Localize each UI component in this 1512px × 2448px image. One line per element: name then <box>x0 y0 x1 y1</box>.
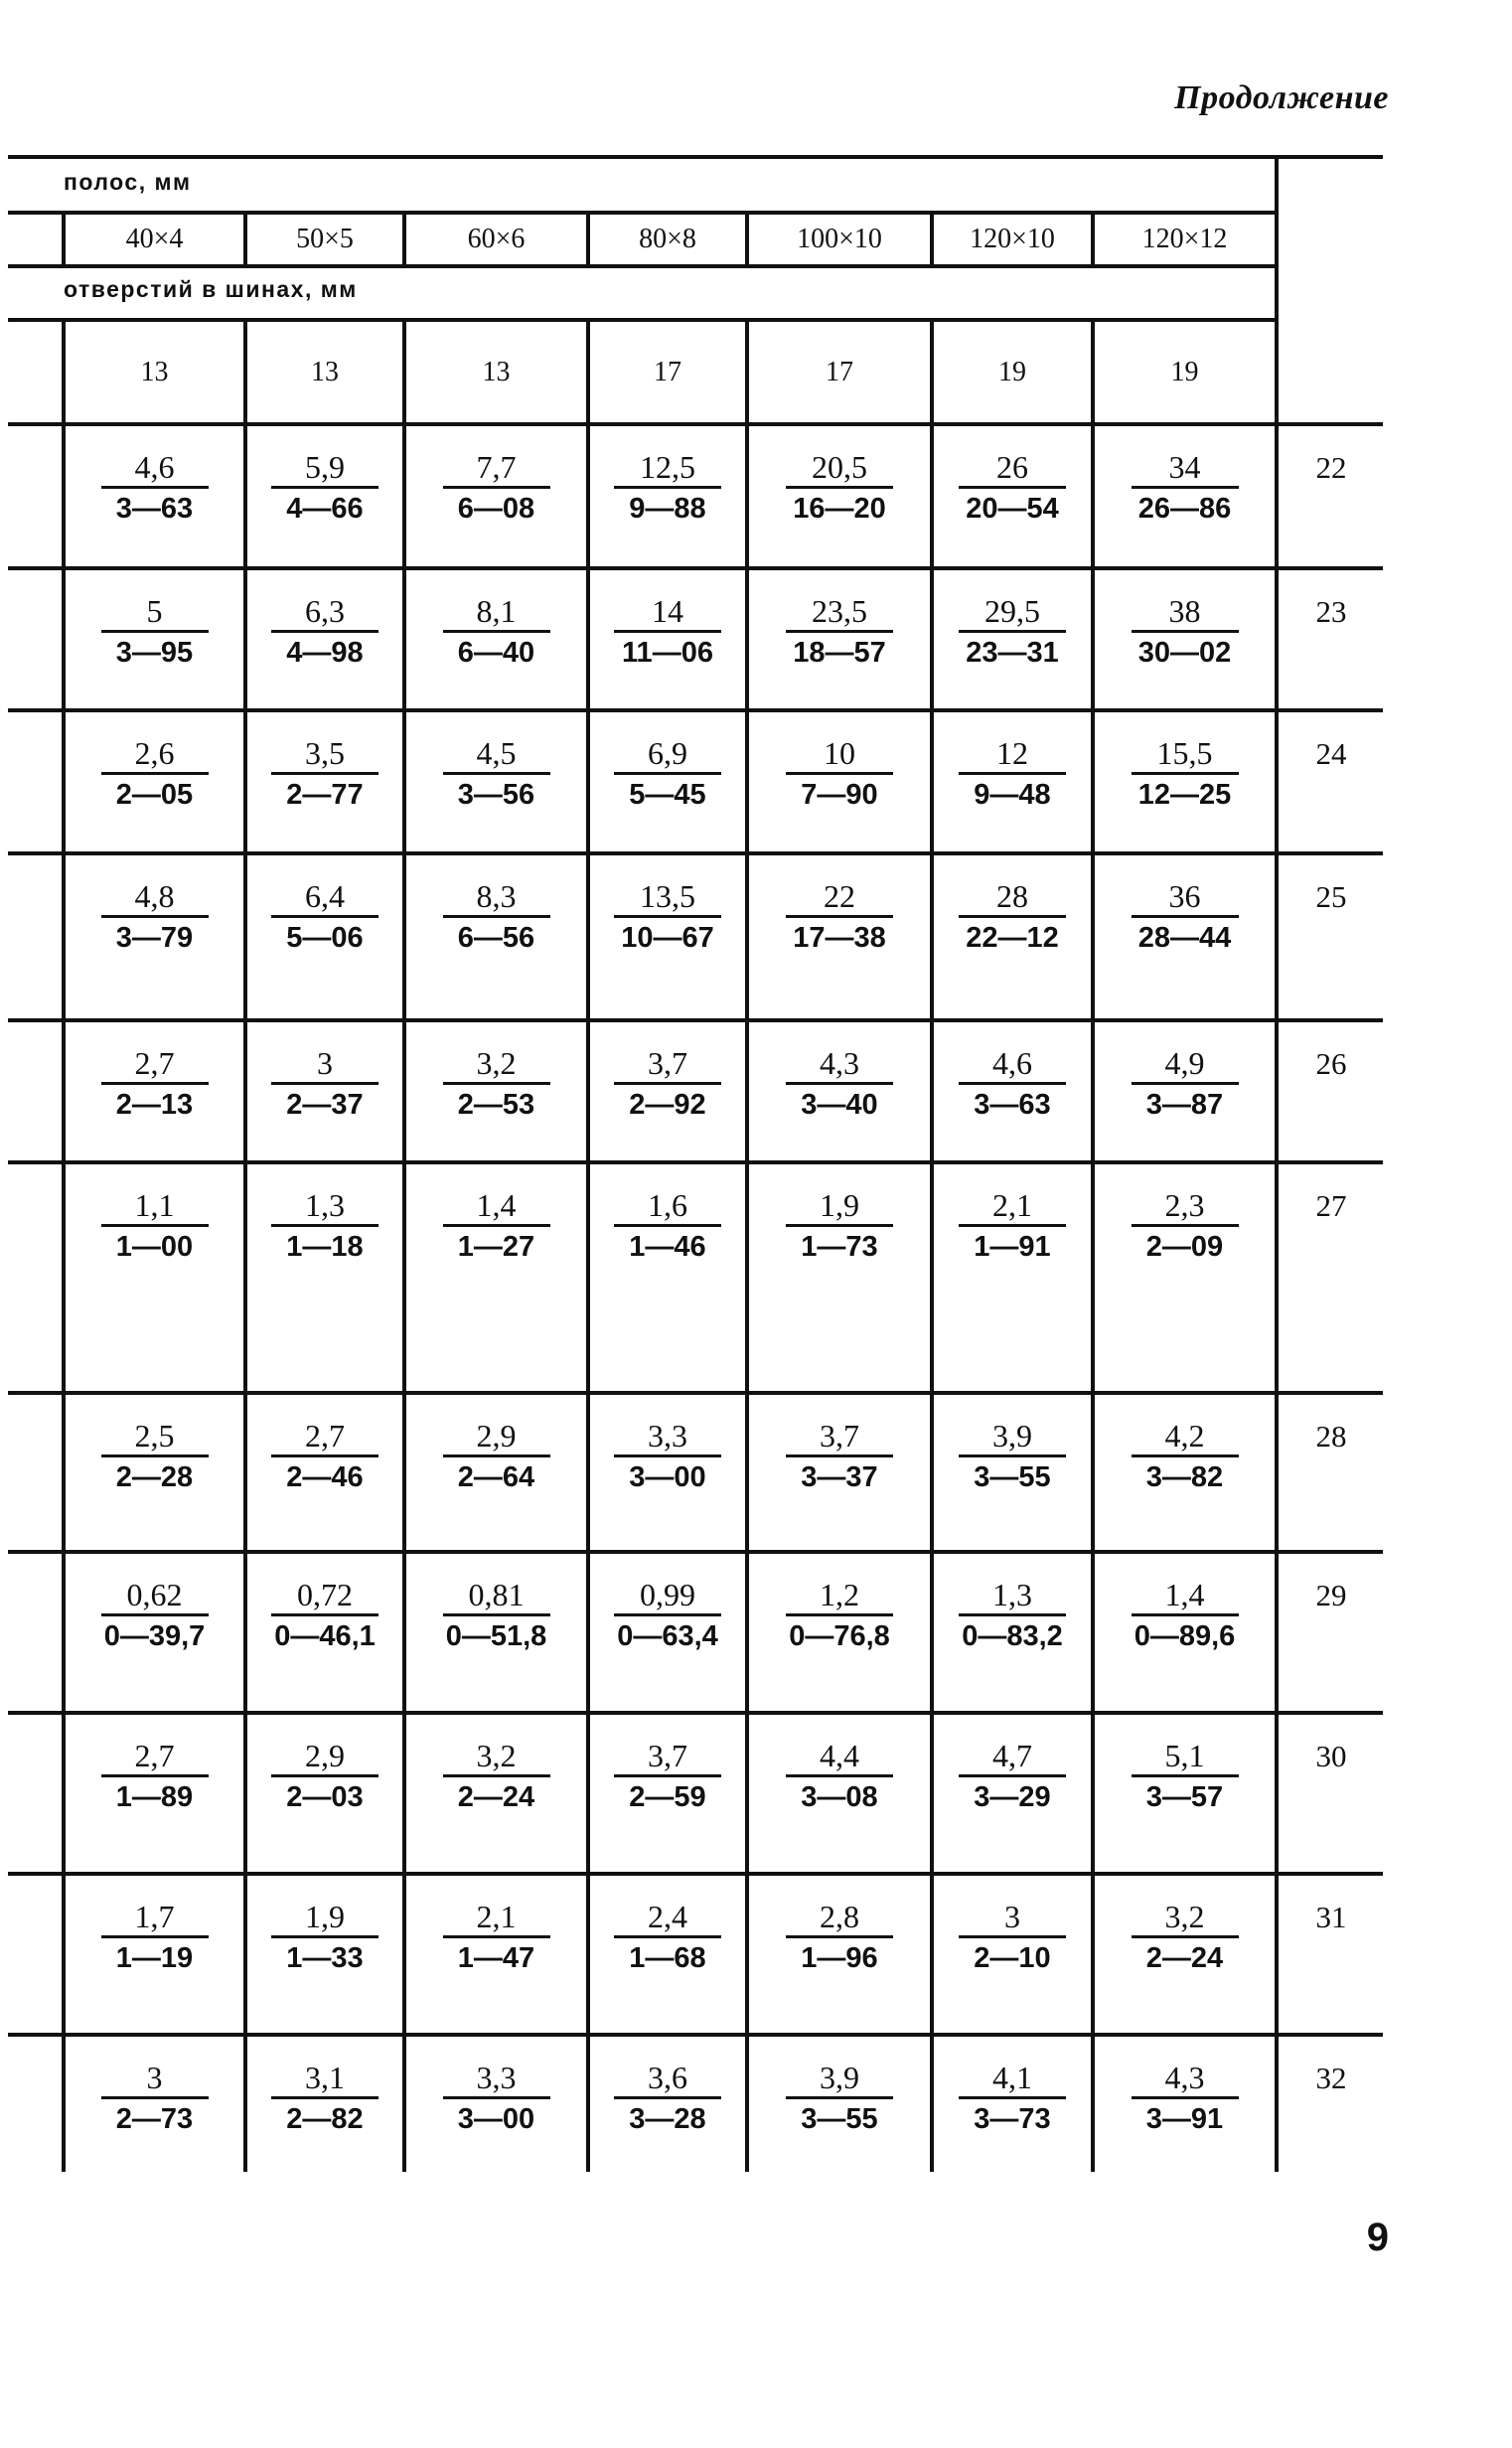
fraction-numerator: 15,5 <box>1132 734 1239 775</box>
fraction-numerator: 2,5 <box>101 1417 209 1457</box>
fraction-cell <box>934 1044 1091 1125</box>
fraction-cell <box>406 592 586 673</box>
fraction-numerator: 4,3 <box>1132 2059 1239 2099</box>
header-rule <box>8 264 1275 268</box>
fraction-denominator: 2—73 <box>115 2103 194 2135</box>
fraction-denominator: 4—98 <box>286 637 364 669</box>
fraction-numerator: 23,5 <box>786 592 893 633</box>
hole-diameter-cell: 17 <box>826 356 853 387</box>
fraction-cell <box>749 1737 930 1817</box>
fraction-denominator: 3—63 <box>115 493 194 525</box>
row-number: 32 <box>1315 2061 1347 2095</box>
fraction-cell <box>406 1186 586 1267</box>
page-number: 9 <box>1366 2216 1389 2259</box>
row-number: 29 <box>1315 1578 1347 1612</box>
fraction-denominator: 3—08 <box>801 1781 878 1813</box>
fraction-denominator: 2—82 <box>286 2103 364 2135</box>
fraction-numerator: 5,9 <box>271 448 378 489</box>
fraction-denominator: 1—91 <box>974 1231 1051 1263</box>
fraction-cell <box>406 1044 586 1125</box>
fraction-numerator: 0,81 <box>443 1576 550 1616</box>
fraction-cell <box>247 734 402 815</box>
fraction-denominator: 16—20 <box>793 493 886 525</box>
fraction-denominator: 5—45 <box>629 779 706 811</box>
fraction-cell <box>1095 1417 1275 1497</box>
fraction-cell <box>1095 2059 1275 2139</box>
fraction-numerator: 3,9 <box>786 2059 893 2099</box>
fraction-denominator: 3—37 <box>801 1461 878 1493</box>
row-rule <box>8 1018 1383 1022</box>
fraction-cell <box>590 1576 745 1656</box>
fraction-cell <box>590 448 745 529</box>
fraction-denominator: 3—00 <box>629 1461 706 1493</box>
fraction-cell <box>66 1417 243 1497</box>
fraction-denominator: 3—82 <box>1145 1461 1224 1493</box>
fraction-denominator: 1—89 <box>115 1781 194 1813</box>
fraction-cell <box>749 1898 930 1978</box>
fraction-denominator: 3—79 <box>115 922 194 954</box>
fraction-denominator: 12—25 <box>1137 779 1232 811</box>
fraction-numerator: 12 <box>959 734 1066 775</box>
row-rule <box>8 1711 1383 1715</box>
size-header-cell: 40×4 <box>125 224 184 254</box>
fraction-cell <box>590 1044 745 1125</box>
fraction-numerator: 3,7 <box>614 1044 721 1085</box>
fraction-cell <box>1095 734 1275 815</box>
fraction-numerator: 1,2 <box>786 1576 893 1616</box>
fraction-numerator: 34 <box>1132 448 1239 489</box>
fraction-denominator: 9—88 <box>629 493 706 525</box>
fraction-numerator: 10 <box>786 734 893 775</box>
fraction-denominator: 1—00 <box>115 1231 194 1263</box>
fraction-denominator: 3—91 <box>1145 2103 1224 2135</box>
fraction-denominator: 2—59 <box>629 1781 706 1813</box>
fraction-numerator: 38 <box>1132 592 1239 633</box>
fraction-denominator: 1—47 <box>457 1942 535 1974</box>
fraction-cell <box>406 1417 586 1497</box>
hole-diameter-cell: 19 <box>998 356 1026 387</box>
fraction-denominator: 1—96 <box>801 1942 878 1974</box>
row-number: 27 <box>1315 1188 1347 1223</box>
fraction-cell <box>66 1737 243 1817</box>
row-number: 23 <box>1315 594 1347 629</box>
size-header-cell: 100×10 <box>797 224 882 254</box>
fraction-denominator: 6—08 <box>457 493 535 525</box>
fraction-numerator: 29,5 <box>959 592 1066 633</box>
fraction-denominator: 2—53 <box>457 1089 535 1121</box>
fraction-numerator: 2,7 <box>101 1044 209 1085</box>
fraction-numerator: 0,99 <box>614 1576 721 1616</box>
fraction-cell <box>749 448 930 529</box>
header-top-rule <box>8 155 1383 159</box>
row-number: 22 <box>1315 450 1347 485</box>
fraction-cell <box>66 592 243 673</box>
fraction-numerator: 6,3 <box>271 592 378 633</box>
row-rule <box>8 1550 1383 1554</box>
fraction-denominator: 7—90 <box>801 779 878 811</box>
fraction-cell <box>406 1898 586 1978</box>
fraction-cell <box>749 1576 930 1656</box>
fraction-numerator: 3,2 <box>443 1737 550 1777</box>
hole-diameter-cell: 13 <box>482 356 511 387</box>
fraction-cell <box>247 1898 402 1978</box>
row-rule <box>8 422 1383 426</box>
size-header-cell: 120×10 <box>970 224 1055 254</box>
fraction-cell <box>1095 1737 1275 1817</box>
fraction-denominator: 3—40 <box>801 1089 878 1121</box>
fraction-denominator: 0—46,1 <box>274 1620 376 1652</box>
size-header-cell: 50×5 <box>296 224 354 254</box>
fraction-numerator: 1,4 <box>1132 1576 1239 1616</box>
fraction-numerator: 0,72 <box>271 1576 378 1616</box>
hole-diameter-cell: 13 <box>140 356 169 387</box>
fraction-cell <box>66 1898 243 1978</box>
fraction-numerator: 4,1 <box>959 2059 1066 2099</box>
fraction-cell <box>247 1737 402 1817</box>
fraction-denominator: 3—63 <box>974 1089 1051 1121</box>
fraction-denominator: 2—92 <box>629 1089 706 1121</box>
fraction-denominator: 17—38 <box>793 922 886 954</box>
fraction-numerator: 3,3 <box>614 1417 721 1457</box>
fraction-numerator: 3 <box>101 2059 209 2099</box>
fraction-cell <box>1095 1576 1275 1656</box>
fraction-numerator: 2,4 <box>614 1898 721 1938</box>
fraction-cell <box>66 448 243 529</box>
fraction-numerator: 36 <box>1132 877 1239 918</box>
fraction-cell <box>247 1576 402 1656</box>
fraction-denominator: 2—28 <box>115 1461 194 1493</box>
fraction-numerator: 1,4 <box>443 1186 550 1227</box>
row-number: 28 <box>1315 1419 1347 1454</box>
fraction-numerator: 8,3 <box>443 877 550 918</box>
row-rule <box>8 851 1383 855</box>
fraction-cell <box>247 1044 402 1125</box>
fraction-denominator: 2—37 <box>286 1089 364 1121</box>
row-number: 25 <box>1315 879 1347 914</box>
fraction-denominator: 1—33 <box>286 1942 364 1974</box>
size-header-cell: 60×6 <box>467 224 526 254</box>
hole-diameter-cell: 19 <box>1170 356 1199 387</box>
fraction-denominator: 28—44 <box>1137 922 1232 954</box>
fraction-numerator: 2,7 <box>271 1417 378 1457</box>
fraction-numerator: 4,3 <box>786 1044 893 1085</box>
fraction-denominator: 30—02 <box>1137 637 1232 669</box>
fraction-numerator: 4,5 <box>443 734 550 775</box>
fraction-cell <box>749 592 930 673</box>
fraction-cell <box>590 1737 745 1817</box>
fraction-numerator: 2,8 <box>786 1898 893 1938</box>
fraction-numerator: 4,9 <box>1132 1044 1239 1085</box>
fraction-denominator: 1—68 <box>629 1942 706 1974</box>
size-header-cell: 80×8 <box>639 224 696 254</box>
fraction-cell <box>749 1186 930 1267</box>
hole-diameter-cell: 13 <box>311 356 339 387</box>
fraction-cell <box>247 592 402 673</box>
fraction-cell <box>406 2059 586 2139</box>
fraction-numerator: 3 <box>959 1898 1066 1938</box>
fraction-numerator: 4,8 <box>101 877 209 918</box>
row-number: 31 <box>1315 1900 1347 1934</box>
fraction-denominator: 3—95 <box>115 637 194 669</box>
row-number: 26 <box>1315 1046 1347 1081</box>
fraction-numerator: 1,1 <box>101 1186 209 1227</box>
fraction-numerator: 3,7 <box>786 1417 893 1457</box>
fraction-cell <box>590 734 745 815</box>
row-number: 30 <box>1315 1739 1347 1773</box>
fraction-cell <box>1095 1898 1275 1978</box>
fraction-numerator: 0,62 <box>101 1576 209 1616</box>
fraction-numerator: 1,9 <box>786 1186 893 1227</box>
fraction-numerator: 3,2 <box>1132 1898 1239 1938</box>
fraction-numerator: 4,7 <box>959 1737 1066 1777</box>
fraction-denominator: 6—40 <box>457 637 535 669</box>
fraction-cell <box>406 448 586 529</box>
fraction-cell <box>590 1417 745 1497</box>
row-rule <box>8 1160 1383 1164</box>
fraction-denominator: 1—18 <box>286 1231 364 1263</box>
fraction-numerator: 3,2 <box>443 1044 550 1085</box>
fraction-denominator: 0—39,7 <box>103 1620 206 1652</box>
fraction-denominator: 2—24 <box>1145 1942 1224 1974</box>
fraction-cell <box>934 592 1091 673</box>
fraction-cell <box>406 1576 586 1656</box>
fraction-denominator: 18—57 <box>793 637 886 669</box>
fraction-numerator: 12,5 <box>614 448 721 489</box>
fraction-cell <box>1095 1186 1275 1267</box>
fraction-numerator: 20,5 <box>786 448 893 489</box>
fraction-numerator: 4,6 <box>101 448 209 489</box>
fraction-cell <box>934 1186 1091 1267</box>
fraction-cell <box>1095 448 1275 529</box>
fraction-denominator: 2—13 <box>115 1089 194 1121</box>
fraction-cell <box>66 2059 243 2139</box>
row-rule <box>8 1391 1383 1395</box>
size-header-cell: 120×12 <box>1141 224 1228 254</box>
fraction-cell <box>406 877 586 958</box>
fraction-cell <box>590 592 745 673</box>
fraction-cell <box>749 877 930 958</box>
fraction-cell <box>247 448 402 529</box>
fraction-numerator: 3 <box>271 1044 378 1085</box>
fraction-denominator: 3—56 <box>457 779 535 811</box>
row-rule <box>8 2033 1383 2037</box>
fraction-cell <box>66 734 243 815</box>
fraction-cell <box>247 877 402 958</box>
fraction-numerator: 6,4 <box>271 877 378 918</box>
fraction-numerator: 1,3 <box>271 1186 378 1227</box>
fraction-numerator: 3,9 <box>959 1417 1066 1457</box>
fraction-denominator: 0—63,4 <box>617 1620 718 1652</box>
fraction-numerator: 2,9 <box>443 1417 550 1457</box>
fraction-denominator: 1—73 <box>801 1231 878 1263</box>
fraction-denominator: 0—51,8 <box>445 1620 547 1652</box>
fraction-denominator: 23—31 <box>966 637 1059 669</box>
row-rule <box>8 566 1383 570</box>
fraction-numerator: 4,6 <box>959 1044 1066 1085</box>
row-rule <box>8 708 1383 712</box>
fraction-cell <box>749 1417 930 1497</box>
fraction-numerator: 2,1 <box>443 1898 550 1938</box>
fraction-cell <box>590 1898 745 1978</box>
hole-diameter-cell: 17 <box>654 356 681 387</box>
fraction-numerator: 2,1 <box>959 1186 1066 1227</box>
fraction-numerator: 2,6 <box>101 734 209 775</box>
fraction-denominator: 4—66 <box>286 493 364 525</box>
fraction-numerator: 2,7 <box>101 1737 209 1777</box>
fraction-numerator: 22 <box>786 877 893 918</box>
fraction-cell <box>934 2059 1091 2139</box>
fraction-cell <box>934 877 1091 958</box>
fraction-numerator: 14 <box>614 592 721 633</box>
fraction-denominator: 3—87 <box>1145 1089 1224 1121</box>
fraction-cell <box>66 1186 243 1267</box>
fraction-numerator: 1,3 <box>959 1576 1066 1616</box>
row-number: 24 <box>1315 736 1347 771</box>
caption-strips: полос, мм <box>64 169 192 195</box>
fraction-cell <box>749 734 930 815</box>
fraction-cell <box>247 1186 402 1267</box>
fraction-denominator: 3—28 <box>629 2103 706 2135</box>
fraction-denominator: 2—10 <box>974 1942 1051 1974</box>
continuation-label: Продолжение <box>1174 79 1389 116</box>
fraction-denominator: 20—54 <box>966 493 1059 525</box>
fraction-cell <box>749 1044 930 1125</box>
fraction-denominator: 22—12 <box>966 922 1059 954</box>
fraction-cell <box>406 1737 586 1817</box>
fraction-denominator: 2—64 <box>457 1461 535 1493</box>
fraction-numerator: 8,1 <box>443 592 550 633</box>
fraction-numerator: 3,3 <box>443 2059 550 2099</box>
fraction-cell <box>247 2059 402 2139</box>
fraction-denominator: 10—67 <box>621 922 714 954</box>
fraction-numerator: 3,1 <box>271 2059 378 2099</box>
fraction-denominator: 11—06 <box>622 637 713 669</box>
caption-holes: отверстий в шинах, мм <box>64 276 358 302</box>
fraction-cell <box>934 1576 1091 1656</box>
fraction-numerator: 1,9 <box>271 1898 378 1938</box>
fraction-numerator: 5,1 <box>1132 1737 1239 1777</box>
fraction-denominator: 0—76,8 <box>789 1620 890 1652</box>
right-border-line <box>1275 155 1279 2172</box>
fraction-cell <box>934 1737 1091 1817</box>
fraction-cell <box>66 877 243 958</box>
fraction-cell <box>406 734 586 815</box>
fraction-numerator: 3,7 <box>614 1737 721 1777</box>
fraction-denominator: 1—46 <box>629 1231 706 1263</box>
fraction-numerator: 13,5 <box>614 877 721 918</box>
fraction-cell <box>66 1044 243 1125</box>
fraction-cell <box>934 734 1091 815</box>
fraction-denominator: 6—56 <box>457 922 535 954</box>
fraction-denominator: 26—86 <box>1137 493 1232 525</box>
fraction-numerator: 6,9 <box>614 734 721 775</box>
fraction-cell <box>749 2059 930 2139</box>
fraction-numerator: 5 <box>101 592 209 633</box>
fraction-denominator: 9—48 <box>974 779 1051 811</box>
fraction-denominator: 3—55 <box>801 2103 878 2135</box>
fraction-numerator: 3,6 <box>614 2059 721 2099</box>
fraction-denominator: 3—29 <box>974 1781 1051 1813</box>
row-rule <box>8 1872 1383 1876</box>
fraction-denominator: 0—89,6 <box>1134 1620 1236 1652</box>
fraction-numerator: 28 <box>959 877 1066 918</box>
fraction-denominator: 3—57 <box>1145 1781 1224 1813</box>
fraction-numerator: 2,3 <box>1132 1186 1239 1227</box>
fraction-numerator: 4,4 <box>786 1737 893 1777</box>
fraction-denominator: 2—46 <box>286 1461 364 1493</box>
fraction-numerator: 3,5 <box>271 734 378 775</box>
fraction-denominator: 2—24 <box>457 1781 535 1813</box>
fraction-numerator: 7,7 <box>443 448 550 489</box>
fraction-cell <box>590 1186 745 1267</box>
fraction-cell <box>934 448 1091 529</box>
fraction-numerator: 26 <box>959 448 1066 489</box>
fraction-numerator: 4,2 <box>1132 1417 1239 1457</box>
fraction-denominator: 3—00 <box>457 2103 535 2135</box>
fraction-numerator: 1,6 <box>614 1186 721 1227</box>
fraction-denominator: 2—09 <box>1145 1231 1224 1263</box>
fraction-cell <box>590 877 745 958</box>
fraction-denominator: 2—03 <box>286 1781 364 1813</box>
fraction-denominator: 2—77 <box>286 779 364 811</box>
fraction-cell <box>1095 592 1275 673</box>
fraction-numerator: 2,9 <box>271 1737 378 1777</box>
fraction-numerator: 1,7 <box>101 1898 209 1938</box>
fraction-denominator: 3—55 <box>974 1461 1051 1493</box>
fraction-cell <box>1095 877 1275 958</box>
fraction-cell <box>66 1576 243 1656</box>
fraction-cell <box>247 1417 402 1497</box>
fraction-cell <box>934 1417 1091 1497</box>
fraction-denominator: 5—06 <box>286 922 364 954</box>
fraction-denominator: 3—73 <box>974 2103 1051 2135</box>
fraction-cell <box>934 1898 1091 1978</box>
fraction-cell <box>1095 1044 1275 1125</box>
fraction-denominator: 1—19 <box>115 1942 194 1974</box>
fraction-denominator: 2—05 <box>115 779 194 811</box>
fraction-denominator: 0—83,2 <box>962 1620 1063 1652</box>
fraction-cell <box>590 2059 745 2139</box>
fraction-denominator: 1—27 <box>457 1231 535 1263</box>
